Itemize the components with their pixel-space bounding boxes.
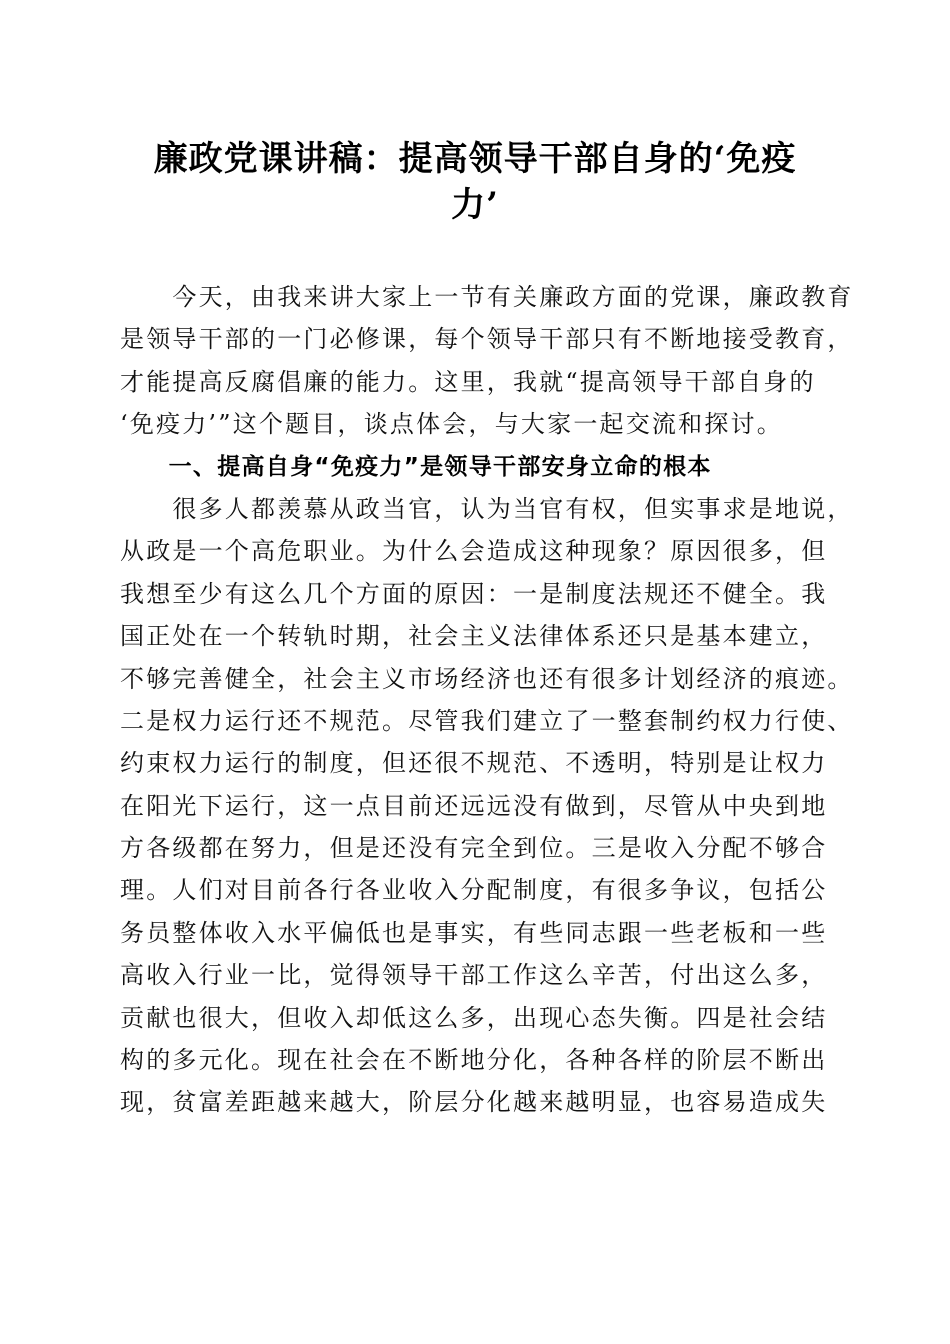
paragraph-line: 务员整体收入水平偏低也是事实，有些同志跟一些老板和一些 bbox=[120, 918, 828, 947]
paragraph-line: 不够完善健全，社会主义市场经济也还有很多计划经济的痕迹。 bbox=[120, 664, 854, 693]
paragraph-line: 很多人都羡慕从政当官，认为当官有权，但实事求是地说， bbox=[120, 494, 854, 523]
paragraph-line: 从政是一个高危职业。为什么会造成这种现象？原因很多，但 bbox=[120, 537, 828, 566]
paragraph-line: 现，贫富差距越来越大，阶层分化越来越明显，也容易造成失 bbox=[120, 1088, 828, 1117]
paragraph-line: 我想至少有这么几个方面的原因：一是制度法规还不健全。我 bbox=[120, 579, 828, 608]
paragraph-line: 二是权力运行还不规范。尽管我们建立了一整套制约权力行使、 bbox=[120, 706, 854, 735]
paragraph-line: 理。人们对目前各行各业收入分配制度，有很多争议，包括公 bbox=[120, 876, 828, 905]
section-heading: 一、提高自身“免疫力”是领导干部安身立命的根本 bbox=[120, 453, 712, 480]
paragraph-line: 约束权力运行的制度，但还很不规范、不透明，特别是让权力 bbox=[120, 749, 828, 778]
title-line: 廉政党课讲稿：提高领导干部自身的‘免疫 bbox=[153, 139, 797, 179]
paragraph-line: ‘免疫力’”这个题目，谈点体会，与大家一起交流和探讨。 bbox=[120, 410, 783, 439]
title-line: 力’ bbox=[451, 185, 499, 225]
paragraph-line: 构的多元化。现在社会在不断地分化，各种各样的阶层不断出 bbox=[120, 1046, 828, 1075]
paragraph-line: 高收入行业一比，觉得领导干部工作这么辛苦，付出这么多， bbox=[120, 961, 828, 990]
paragraph-line: 贡献也很大，但收入却低这么多，出现心态失衡。四是社会结 bbox=[120, 1003, 828, 1032]
paragraph-line: 今天，由我来讲大家上一节有关廉政方面的党课，廉政教育 bbox=[120, 283, 854, 311]
paragraph-line: 方各级都在努力，但是还没有完全到位。三是收入分配不够合 bbox=[120, 834, 828, 863]
document-title bbox=[120, 136, 830, 228]
paragraph-line: 在阳光下运行，这一点目前还远远没有做到，尽管从中央到地 bbox=[120, 791, 828, 820]
paragraph-line: 是领导干部的一门必修课，每个领导干部只有不断地接受教育， bbox=[120, 325, 854, 354]
document-body bbox=[120, 276, 854, 1124]
paragraph-line: 国正处在一个转轨时期，社会主义法律体系还只是基本建立， bbox=[120, 622, 828, 651]
paragraph-line: 才能提高反腐倡廉的能力。这里，我就“提高领导干部自身的 bbox=[120, 367, 816, 396]
